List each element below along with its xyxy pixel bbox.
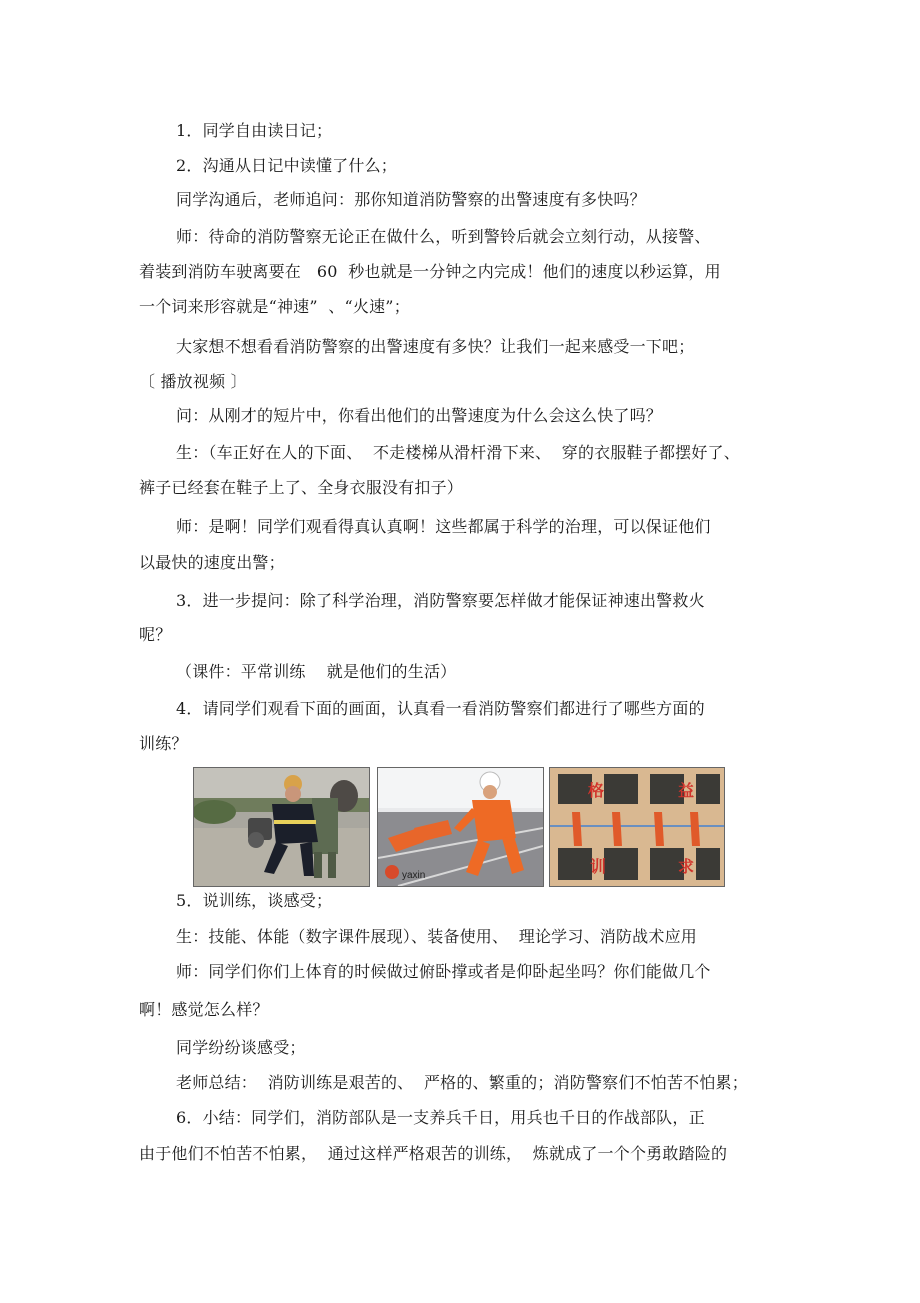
text-line: 着装到消防车驶离要在 60 秒也就是一分钟之内完成！他们的速度以秒运算，用 bbox=[139, 262, 721, 281]
text-line: （课件：平常训练 就是他们的生活） bbox=[176, 662, 457, 681]
text-line: 〔 播放视频 〕 bbox=[139, 372, 247, 391]
text-line: 5．说训练，谈感受； bbox=[176, 891, 333, 910]
wall-char: 格 bbox=[588, 781, 605, 800]
text-line: 老师总结： 消防训练是艰苦的、 严格的、繁重的；消防警察们不怕苦不怕累； bbox=[176, 1073, 748, 1092]
wall-char: 求 bbox=[678, 857, 695, 876]
text-line: 一个词来形容就是“神速” 、“火速”； bbox=[139, 297, 410, 316]
text-line: 师：同学们你们上体育的时候做过俯卧撑或者是仰卧起坐吗？你们能做几个 bbox=[176, 962, 711, 981]
text-line: 问：从刚才的短片中，你看出他们的出警速度为什么会这么快了吗？ bbox=[176, 406, 663, 425]
text-line: 4．请同学们观看下面的画面，认真看一看消防警察们都进行了哪些方面的 bbox=[176, 699, 705, 718]
training-photo-climbing bbox=[549, 767, 725, 887]
wall-char: 益 bbox=[678, 781, 695, 800]
text-line: 师：待命的消防警察无论正在做什么，听到警铃后就会立刻行动，从接警、 bbox=[176, 227, 711, 246]
text-line: 生：技能、体能（数字课件展现）、装备使用、 理论学习、消防战术应用 bbox=[176, 927, 697, 946]
training-photo-sprint bbox=[377, 767, 544, 887]
training-photo-running bbox=[193, 767, 370, 887]
text-line: 同学纷纷谈感受； bbox=[176, 1038, 306, 1057]
wall-char: 训 bbox=[590, 857, 607, 876]
watermark-text: yaxin bbox=[402, 870, 426, 881]
text-line: 生：（车正好在人的下面、 不走楼梯从滑杆滑下来、 穿的衣服鞋子都摆好了、 bbox=[176, 443, 740, 462]
text-line: 由于他们不怕苦不怕累， 通过这样严格艰苦的训练， 炼就成了一个个勇敢踏险的 bbox=[139, 1144, 728, 1163]
text-line: 1．同学自由读日记； bbox=[176, 121, 333, 140]
text-line: 大家想不想看看消防警察的出警速度有多快？让我们一起来感受一下吧； bbox=[176, 337, 695, 356]
text-line: 啊！感觉怎么样？ bbox=[139, 1000, 269, 1019]
text-line: 3．进一步提问：除了科学治理，消防警察要怎样做才能保证神速出警救火 bbox=[176, 591, 705, 610]
text-line: 2．沟通从日记中读懂了什么； bbox=[176, 156, 397, 175]
text-line: 裤子已经套在鞋子上了、全身衣服没有扣子） bbox=[139, 478, 464, 497]
text-line: 呢？ bbox=[139, 625, 172, 644]
text-line: 同学沟通后，老师追问：那你知道消防警察的出警速度有多快吗？ bbox=[176, 190, 646, 209]
text-line: 师：是啊！同学们观看得真认真啊！这些都属于科学的治理，可以保证他们 bbox=[176, 517, 711, 536]
text-line: 以最快的速度出警； bbox=[139, 553, 285, 572]
text-line: 6．小结：同学们，消防部队是一支养兵千日，用兵也千日的作战部队，正 bbox=[176, 1108, 705, 1127]
text-line: 训练？ bbox=[139, 734, 188, 753]
